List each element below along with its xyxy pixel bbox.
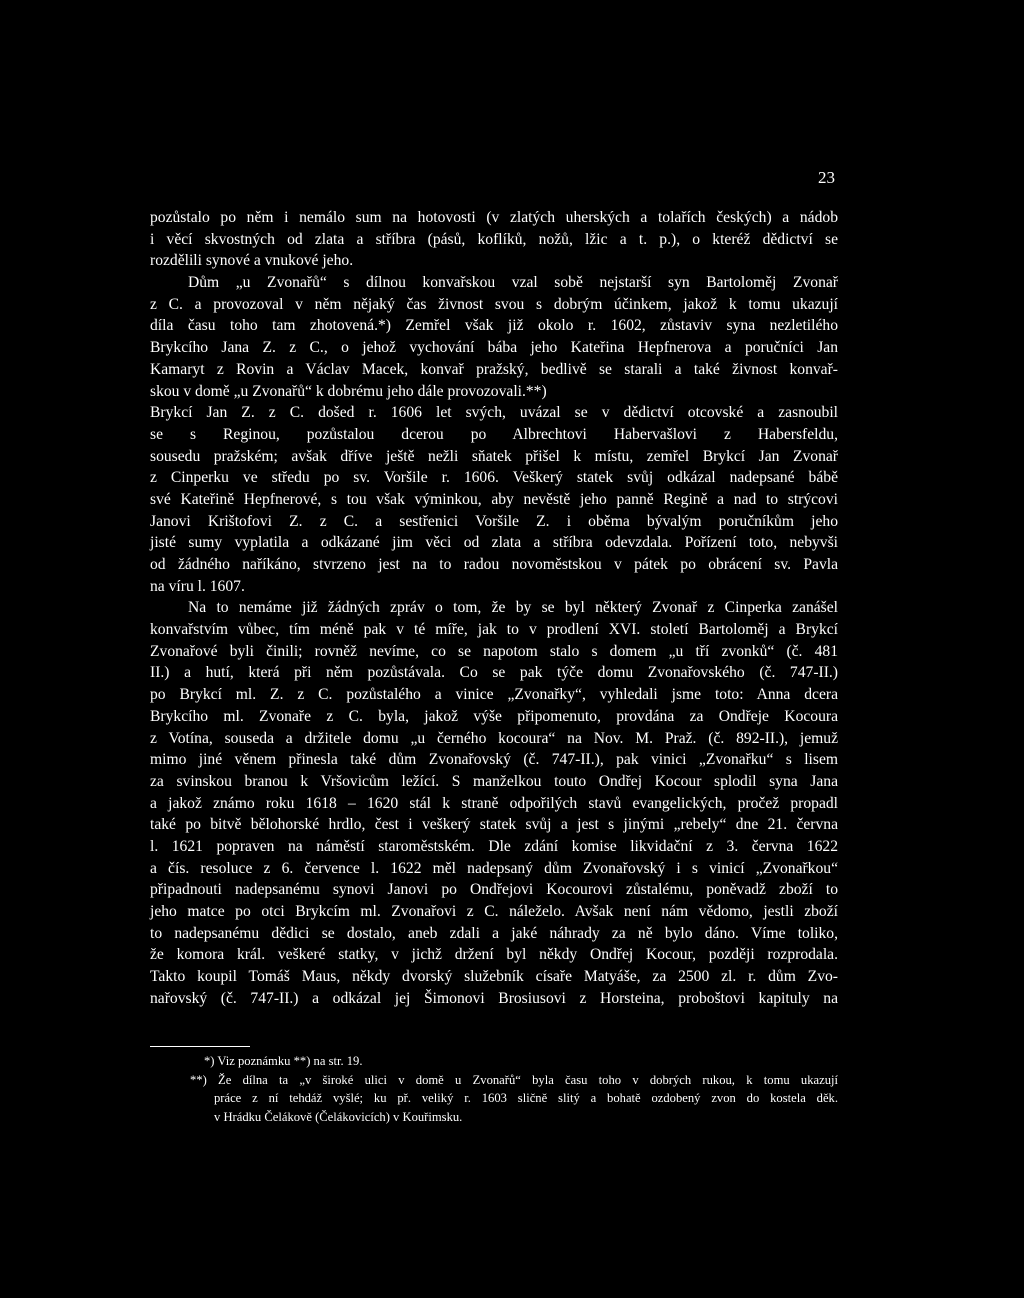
text-line: nařovský (č. 747-II.) a odkázal jej Šimonovi Brosiusovi z Horsteina, proboštovi kapituly na (150, 989, 838, 1007)
text-line: II.) a hutí, která při něm pozůstávala. Co se pak týče domu Zvonařovského (č. 747-II.) (150, 664, 838, 682)
text-line: z C. a provozoval v něm nějaký čas živnost svou s dobrým účinkem, jakož k tomu ukazují (150, 295, 838, 313)
text-line: z Cinperku ve středu po sv. Voršile r. 1606. Veškerý statek svůj odkázal nadepsané bábě (150, 469, 838, 487)
text-line: konvařstvím vůbec, tím méně pak v té míře, jak to v prodlení XVI. století Bartoloměj a Brykcí (150, 621, 838, 639)
text-line: Takto koupil Tomáš Maus, někdy dvorský služebník císaře Matyáše, za 2500 zl. r. dům Zvo- (150, 968, 838, 986)
text-line: skou v domě „u Zvonařů“ k dobrému jeho dále provozovali.**) (150, 382, 547, 400)
text-line: se s Reginou, pozůstalou dcerou po Albrechtovi Habervašlovi z Habersfeldu, (150, 425, 838, 443)
footnote-divider (150, 1046, 250, 1047)
text-line: Brykcího Jana Z. z C., o jehož vychování bába jeho Kateřina Hepfnerova a poručníci Jan (150, 339, 838, 357)
text-line: Janovi Krištofovi Z. z C. a sestřenici Voršile Z. i oběma bývalým poručníkům jeho (150, 512, 838, 530)
text-line: od žádného naříkáno, stvrzeno jest na to radou novoměstskou v pátek po obrácení sv. Pavla (150, 556, 838, 573)
text-line: z Votína, souseda a držitele domu „u černého kocoura“ na Nov. M. Praž. (č. 892-II.), jemuž (150, 729, 838, 747)
text-line: a jakož známo roku 1618 – 1620 stál k straně odpořilých stavů evangelických, pročež propadl (150, 794, 838, 812)
text-line: své Kateřině Hepfnerové, s tou však výminkou, aby nevěstě jeho panně Regině a nad to strýcovi (150, 490, 838, 508)
text-line: Zvonařové byli činili; rovněž nevíme, co se napotom stalo s domem „u tří zvonků“ (č. 481 (150, 642, 838, 660)
text-line: Brykcí Jan Z. z C. došed r. 1606 let svých, uvázal se v dědictví otcovské a zasnoubil (150, 404, 838, 422)
text-line: Na to nemáme již žádných zpráv o tom, že by se byl některý Zvonař z Cinperka zanášel (188, 599, 838, 617)
text-line: jeho matce po otci Brykcím ml. Zvonařovi z C. náleželo. Avšak není nám vědomo, jestli zboží (150, 903, 838, 920)
text-line: a čís. resoluce z 6. července l. 1622 měl nadepsaný dům Zvonařovský i s vinicí „Zvonařkou“ (150, 859, 838, 877)
text-line: na víru l. 1607. (150, 577, 245, 595)
text-line: rozdělili synové a vnukové jeho. (150, 252, 354, 270)
text-line: po Brykcí ml. Z. z C. pozůstalého a vinice „Zvonařky“, vyhledali jsme toto: Anna dcera (150, 686, 838, 704)
text-line: Kamaryt z Rovin a Václav Macek, konvař pražský, bedlivě se starali a také živnost konvař- (150, 360, 838, 378)
text-line: Brykcího ml. Zvonaře z C. byla, jakož výše připomenuto, provdána za Ondřeje Kocoura (150, 707, 838, 725)
footnote-line: *) Viz poznámku **) na str. 19. (204, 1054, 363, 1068)
footnote-line: práce z ní tehdáž vyšlé; ku př. veliký r. 1603 sličně slitý a bohatě ozdobený zvon do kostela děk. (214, 1091, 838, 1105)
text-line: že komora král. veškeré statky, v jichž držení byl někdy Ondřej Kocour, později rozprodala. (150, 946, 838, 964)
text-line: i věcí skvostných od zlata a stříbra (pásů, koflíků, nožů, lžic a t. p.), o kteréž dědictví se (150, 230, 838, 248)
text-line: sousedu pražském; avšak dříve ještě nežli sňatek přišel k místu, zemřel Brykcí Jan Zvonař (150, 447, 838, 465)
text-line: jisté sumy vyplatila a odkázané jim věci od zlata a stříbra odevzdala. Pořízení toto, nebyvši (150, 534, 838, 552)
text-line: to nadepsanému dědici se dostalo, aneb zdali a jaké náhrady za ně bylo dáno. Víme toliko, (150, 924, 838, 942)
text-line: díla času toho tam zhotovená.*) Zemřel však již okolo r. 1602, zůstaviv syna nezletilého (150, 317, 838, 335)
text-line: pozůstalo po něm i nemálo sum na hotovosti (v zlatých uherských a tolařích českých) a nádob (150, 209, 838, 226)
footnote-line: **) Že dílna ta „v široké ulici v domě u Zvonařů“ byla času toho v dobrých rukou, k tomu ukazují (190, 1072, 838, 1087)
footnotes (190, 1052, 838, 1126)
text-line: připadnouti nadepsanému synovi Janovi po Ondřejovi Kocourovi zůstalému, poněvadž zboží to (150, 881, 838, 899)
text-line: také po bitvě bělohorské hrdlo, čest i veškerý statek svůj a jest s jinými „rebely“ dne 21. června (150, 816, 838, 834)
text-line: za svinskou branou k Vršovicům ležící. S manželkou touto Ondřej Kocour splodil syna Jana (150, 772, 838, 790)
text-line: Dům „u Zvonařů“ s dílnou konvařskou vzal sobě nejstarší syn Bartoloměj Zvonař (188, 274, 838, 292)
footnote-line: v Hrádku Čelákově (Čelákovicích) v Kouřimsku. (214, 1109, 463, 1124)
text-line: l. 1621 popraven na náměstí staroměstském. Dle zdání komise likvidační z 3. června 1622 (150, 837, 838, 855)
page-number: 23 (818, 168, 835, 187)
body-text (150, 207, 838, 1009)
text-line: mimo jiné věnem přinesla také dům Zvonařovský (č. 747-II.), pak vinici „Zvonařku“ s lisem (150, 751, 838, 769)
